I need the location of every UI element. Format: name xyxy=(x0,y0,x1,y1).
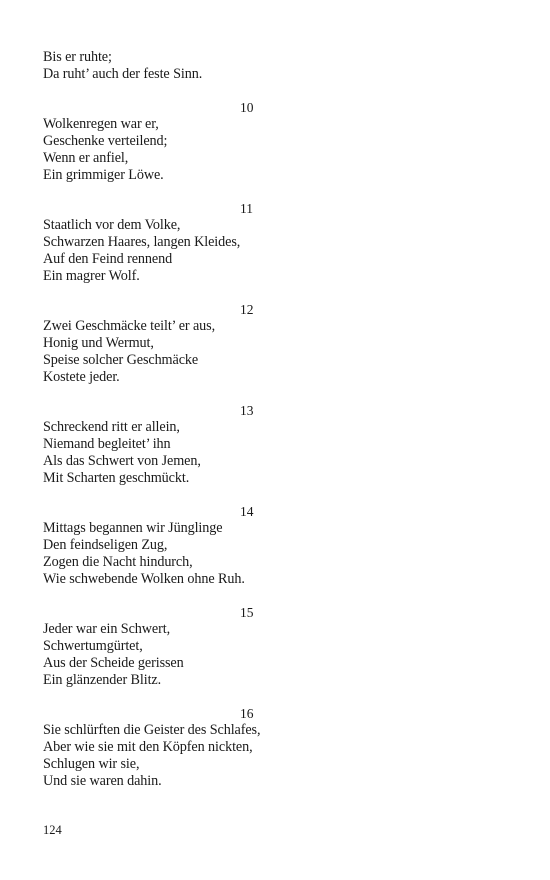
verse-line: Schwertumgürtet, xyxy=(43,638,143,654)
verse-line: Schwarzen Haares, langen Kleides, xyxy=(43,234,241,250)
verse-line: Mit Scharten geschmückt. xyxy=(43,470,190,486)
verse-line: Sie schlürften die Geister des Schlafes, xyxy=(43,722,261,738)
opening-stanza xyxy=(43,49,513,83)
stanza-10 xyxy=(43,99,513,184)
verse-line: Schlugen wir sie, xyxy=(43,756,140,772)
stanza-number: 10 xyxy=(240,100,254,115)
verse-line: Kostete jeder. xyxy=(43,369,120,385)
verse-line: Staatlich vor dem Volke, xyxy=(43,217,181,233)
stanza-12 xyxy=(43,301,513,386)
verse-line: Ein magrer Wolf. xyxy=(43,268,140,284)
stanza-number: 15 xyxy=(240,605,254,620)
verse-line: Zogen die Nacht hindurch, xyxy=(43,554,193,570)
verse-line: Als das Schwert von Jemen, xyxy=(43,453,201,469)
stanza-16 xyxy=(43,705,513,790)
stanza-15 xyxy=(43,604,513,689)
stanza-number: 16 xyxy=(240,706,254,721)
stanza-number: 11 xyxy=(240,201,253,216)
verse-line: Schreckend ritt er allein, xyxy=(43,419,180,435)
verse-line: Niemand begleitet’ ihn xyxy=(43,436,171,452)
stanza-number: 14 xyxy=(240,504,254,519)
verse-line: Jeder war ein Schwert, xyxy=(43,621,171,637)
verse-line: Speise solcher Geschmäcke xyxy=(43,352,199,368)
stanza-number: 13 xyxy=(240,403,254,418)
verse-line: Wie schwebende Wolken ohne Ruh. xyxy=(43,571,245,587)
stanza-14 xyxy=(43,503,513,588)
verse-line: Ein grimmiger Löwe. xyxy=(43,167,164,183)
page-number: 124 xyxy=(43,823,62,837)
verse-line: Auf den Feind rennend xyxy=(43,251,173,267)
stanza-number: 12 xyxy=(240,302,254,317)
verse-line: Zwei Geschmäcke teilt’ er aus, xyxy=(43,318,216,334)
stanza-11 xyxy=(43,200,513,285)
verse-line: Geschenke verteilend; xyxy=(43,133,168,149)
verse-line: Aus der Scheide gerissen xyxy=(43,655,184,671)
verse-line: Mittags begannen wir Jünglinge xyxy=(43,520,223,536)
poem-text xyxy=(43,49,513,806)
verse-line: Ein glänzender Blitz. xyxy=(43,672,162,688)
verse-line: Wenn er anfiel, xyxy=(43,150,129,166)
stanza-13 xyxy=(43,402,513,487)
verse-line: Da ruht’ auch der feste Sinn. xyxy=(43,66,203,82)
verse-line: Und sie waren dahin. xyxy=(43,773,162,789)
verse-line: Wolkenregen war er, xyxy=(43,116,159,132)
verse-line: Bis er ruhte; xyxy=(43,49,112,65)
verse-line: Honig und Wermut, xyxy=(43,335,154,351)
verse-line: Den feindseligen Zug, xyxy=(43,537,168,553)
verse-line: Aber wie sie mit den Köpfen nickten, xyxy=(43,739,253,755)
